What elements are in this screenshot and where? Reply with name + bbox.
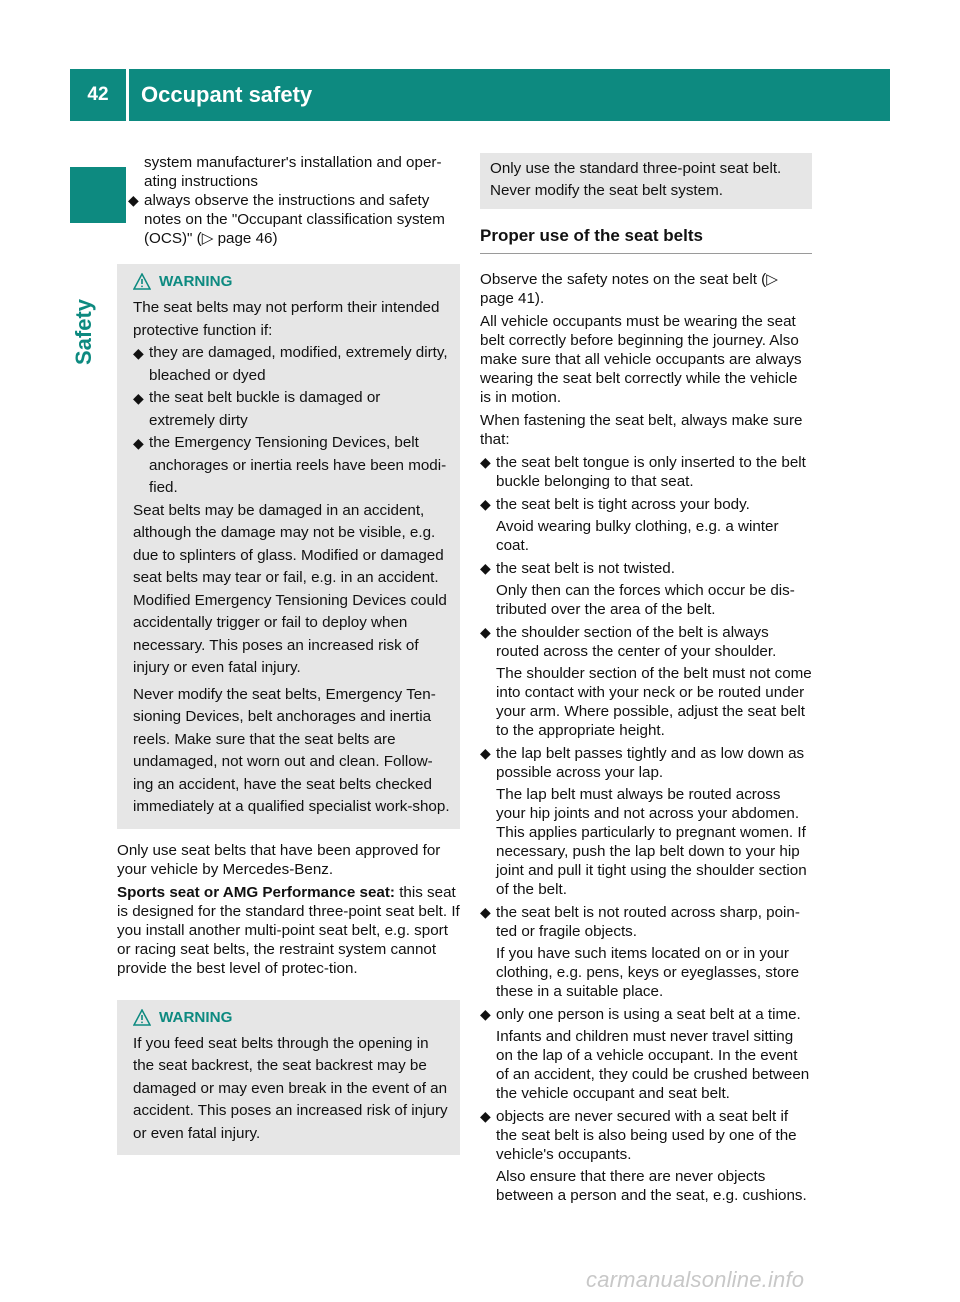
warning-triangle-icon bbox=[133, 1009, 151, 1026]
paragraph: All vehicle occupants must be wearing the seat belt correctly before beginning the journey. Also make sure that all vehicle occupants are always wearing the seat belt correctly while the vehicle is in motion. bbox=[480, 313, 802, 406]
list-item: ◆ the shoulder section of the belt is always routed across the center of your shoulder. The shoulder section of the belt must not come into contact with your neck or be routed under your arm. Where possible, adjust the seat belt to the appropriate height. bbox=[480, 624, 812, 739]
bullet-icon: ◆ bbox=[133, 345, 144, 361]
bullet-icon: ◆ bbox=[480, 745, 491, 761]
list-item: ◆ the lap belt passes tightly and as low down as possible across your lap. The lap belt must always be routed across your hip joints and not across your abdomen. This applies particularly to pregnant women. If necessary, push the lap belt down to your hip joint and pull it tight using the shoulder section of the belt. bbox=[480, 745, 807, 898]
list-item: ◆ the seat belt is tight across your body. Avoid wearing bulky clothing, e.g. a winter coat. bbox=[480, 496, 779, 554]
page-number: 42 bbox=[87, 84, 109, 105]
approved-belts-text: Only use seat belts that have been approved for your vehicle by Mercedes-Benz. bbox=[117, 841, 441, 878]
warning-paragraph: If you feed seat belts through the opening in the seat backrest, the seat backrest may be damaged or may even break in the event of an accident. This poses an increased risk of injury or even fatal injury. bbox=[133, 1034, 448, 1142]
bullet-icon: ◆ bbox=[480, 624, 491, 640]
warning-intro: The seat belts may not perform their intended protective function if: bbox=[133, 299, 440, 339]
warning-paragraph: Never modify the seat belts, Emergency Ten-sioning Devices, belt anchorages and inertia reels. Make sure that the seat belts are undamaged, not worn out and clean. Follow-ing an accident, have the seat belts checked immediately at a qualified specialist work-shop. bbox=[133, 685, 450, 815]
sports-seat-text: Sports seat or AMG Performance seat: this seat is designed for the standard three-point seat belt. If you install another multi-point seat belt, e.g. sport or racing seat belts, the restraint system cannot provide the best level of protec-tion. bbox=[117, 883, 460, 977]
seat-belt-checklist bbox=[480, 453, 812, 1205]
list-item: ◆ the Emergency Tensioning Devices, belt anchorages or inertia reels have been modi-fied. bbox=[133, 434, 447, 496]
bullet-icon: ◆ bbox=[480, 560, 491, 576]
bullet-icon: ◆ bbox=[480, 904, 491, 920]
bullet-icon: ◆ bbox=[133, 390, 144, 406]
list-item: ◆ the seat belt buckle is damaged or extremely dirty bbox=[133, 389, 381, 429]
list-item: ◆ always observe the instructions and safety notes on the "Occupant classification system (OCS)" (▷ page 46) bbox=[128, 192, 445, 247]
section-heading: Proper use of the seat belts bbox=[480, 225, 812, 254]
list-item: ◆ the seat belt tongue is only inserted to the belt buckle belonging to that seat. bbox=[480, 454, 806, 490]
warning-box bbox=[117, 1000, 460, 1156]
warning-header: WARNING bbox=[133, 1008, 450, 1027]
list-item: ◆ the seat belt is not twisted. Only then can the forces which occur be dis-tributed over the area of the belt. bbox=[480, 560, 795, 618]
paragraph: When fastening the seat belt, always make sure that: bbox=[480, 412, 803, 448]
list-item: ◆ objects are never secured with a seat belt if the seat belt is also being used by one of the vehicle's occupants. Also ensure that there are never objects between a person and the seat, e.g. cushions. bbox=[480, 1108, 807, 1204]
bullet-icon: ◆ bbox=[480, 454, 491, 470]
watermark: carmanualsonline.info bbox=[586, 1267, 805, 1292]
list-item: ◆ they are damaged, modified, extremely dirty, bleached or dyed bbox=[133, 344, 448, 384]
right-column bbox=[480, 153, 812, 1209]
warning-header: WARNING bbox=[133, 272, 450, 291]
bullet-icon: ◆ bbox=[128, 192, 139, 208]
section-label: Safety bbox=[71, 298, 96, 365]
left-column bbox=[117, 153, 460, 1167]
warning-paragraph: Seat belts may be damaged in an accident, although the damage may not be visible, e.g. due to splinters of glass. Modified or damaged seat belts may tear or fail, e.g. in an accident. Modified Emergency Tensioning Devices could accidentally trigger or fail to deploy when necessary. This poses an increased risk of injury or even fatal injury. bbox=[133, 501, 447, 676]
header-divider bbox=[126, 69, 129, 121]
bullet-icon: ◆ bbox=[480, 1006, 491, 1022]
paragraph: Observe the safety notes on the seat belt (▷ page 41). bbox=[480, 271, 778, 307]
list-item: ◆ the seat belt is not routed across sharp, poin-ted or fragile objects. If you have such items located on or in your clothing, e.g. pens, keys or eyeglasses, store these in a suitable place. bbox=[480, 904, 800, 1000]
list-item: ◆ only one person is using a seat belt at a time. Infants and children must never travel sitting on the lap of a vehicle occupant. In the event of an accident, they could be crushed between the vehicle occupant and seat belt. bbox=[480, 1006, 810, 1102]
bullet-icon: ◆ bbox=[480, 496, 491, 512]
warning-triangle-icon bbox=[133, 273, 151, 290]
bullet-icon: ◆ bbox=[133, 435, 144, 451]
page-title: Occupant safety bbox=[141, 82, 313, 107]
note-box: Only use the standard three-point seat belt. Never modify the seat belt system. bbox=[480, 153, 812, 209]
bullet-icon: ◆ bbox=[480, 1108, 491, 1124]
warning-box bbox=[117, 264, 460, 829]
continued-text: system manufacturer's installation and oper- ating instructions bbox=[144, 154, 442, 190]
